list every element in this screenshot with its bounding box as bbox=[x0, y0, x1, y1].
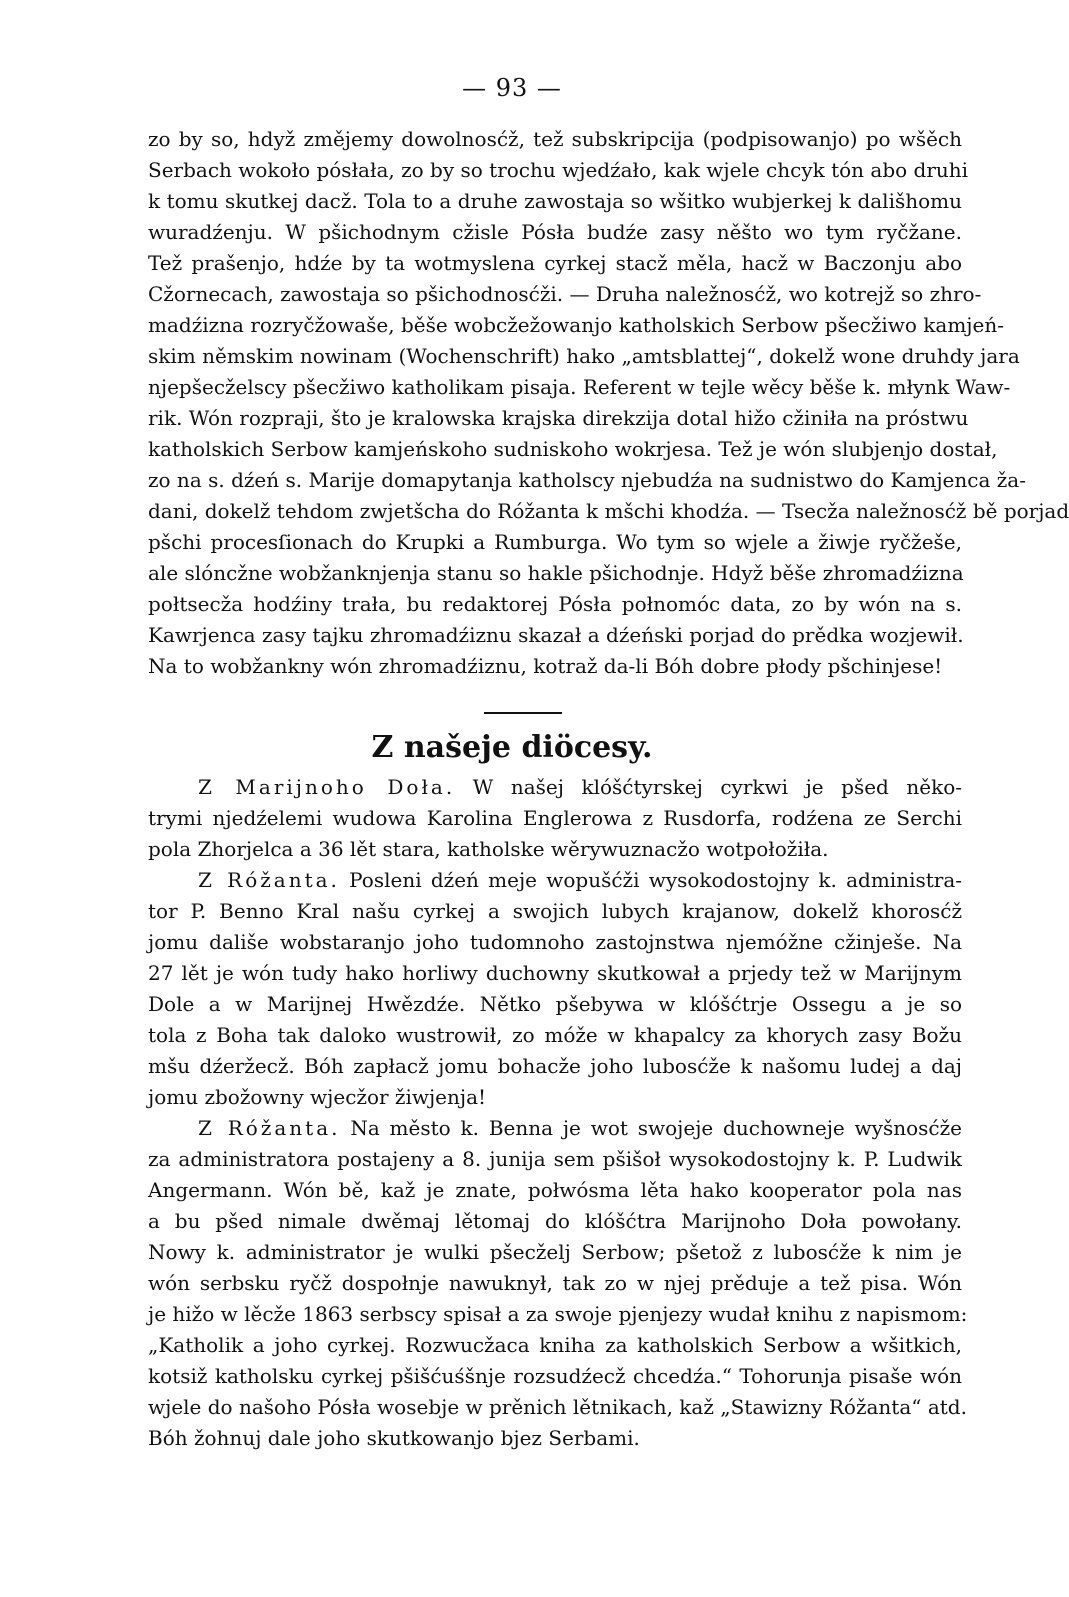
text-line: połtsecža hodźiny trała, bu redaktorej Pósła połnomóc data, zo by wón na s. bbox=[148, 592, 962, 616]
text-line: wuradźenju. W pšichodnym cžisle Pósła budźe zasy něšto wo tym ryčžane. bbox=[148, 220, 962, 244]
text-line: Dole a w Marijnej Hwězdźe. Nětko pšebywa w klóšćtrje Ossegu a je so bbox=[148, 992, 962, 1016]
text-line: Cžornecach, zawostaja so pšichodnosćži. — Druha naležnosćž, wo kotrejž so zhro- bbox=[148, 282, 982, 306]
text-line: za administratora postajeny a 8. junija sem pšišoł wysokodostojny k. P. Ludwik bbox=[148, 1147, 962, 1171]
place-name: Z Marijnoho Doła. bbox=[198, 775, 456, 799]
text-line: madźizna rozryčžowaše, běše wobcžežowanjo katholskich Serbow pšecžiwo kamjeń- bbox=[148, 313, 1004, 337]
text-segment: Posleni dźeń meje wopušćži wysokodostojny k. administra- bbox=[349, 868, 963, 892]
section-heading: Z našeje diöcesy. bbox=[371, 730, 653, 765]
text-segment: W našej klóšćtyrskej cyrkwi je pšed něko- bbox=[472, 775, 963, 799]
text-line: wjele do našoho Pósła wosebje w prěnich lětnikach, kaž „Stawizny Róžanta“ atd. bbox=[148, 1395, 967, 1419]
text-line: skim němskim nowinam (Wochenschrift) hako „amtsblattej“, dokelž wone druhdy jara bbox=[148, 344, 1020, 368]
text-line: pšchi procesſionach do Krupki a Rumburga. Wo tym so wjele a žiwje ryčžeše, bbox=[148, 530, 962, 554]
section-divider bbox=[484, 712, 562, 714]
text-line: k tomu skutkej dacž. Tola to a druhe zawostaja so wšitko wubjerkej k dališhomu bbox=[148, 189, 962, 213]
text-line: Nowy k. administrator je wulki pšecželj Serbow; pšetož z lubosćže k nim je bbox=[148, 1240, 962, 1264]
text-line: Serbach wokoło pósłała, zo by so trochu wjedźało, kak wjele chcyk tón abo druhi bbox=[148, 158, 969, 182]
text-segment: Na město k. Benna je wot swojeje duchowneje wyšnosćže bbox=[350, 1116, 962, 1140]
text-line: tor P. Benno Kral našu cyrkej a swojich lubych krajanow, dokelž khorosćž bbox=[148, 899, 962, 923]
text-line: ale slóncžne wobžanknjenja stanu so hakle pšichodnje. Hdyž běše zhromadźizna bbox=[148, 561, 964, 585]
text-line: zo by so, hdyž změjemy dowolnosćž, tež subskripcija (podpisowanjo) po wšěch bbox=[148, 127, 962, 151]
place-name: Z Róžanta. bbox=[198, 868, 340, 892]
text-line: zo na s. dźeń s. Marije domapytanja katholscy njebudźa na sudnistwo do Kamjenca ža- bbox=[148, 468, 1026, 492]
text-line: dani, dokelž tehdom zwjetšcha do Róžanta k mšchi khodźa. — Tsecža naležnosćž bě porjad bbox=[148, 499, 1069, 523]
text-line: Kawrjenca zasy tajku zhromadźiznu skazał a dźeński porjad do prědka wozjewił. bbox=[148, 623, 964, 647]
text-line: pola Zhorjelca a 36 lět stara, katholske wěrywuznacžo wotpołožiła. bbox=[148, 837, 829, 861]
place-name: Z Róžanta. bbox=[198, 1116, 341, 1140]
page-number: — 93 — bbox=[462, 74, 562, 102]
text-line: je hižo w lěcže 1863 serbscy spisał a za swoje pjenjezy wudał knihu z napismom: bbox=[148, 1302, 968, 1326]
text-line: wón serbsku ryčž dospołnje nawuknył, tak zo w njej prěduje a tež pisa. Wón bbox=[148, 1271, 962, 1295]
text-line bbox=[198, 1115, 962, 1141]
text-line: „Katholik a joho cyrkej. Rozwucžaca kniha za katholskich Serbow a wšitkich, bbox=[148, 1333, 962, 1357]
text-line: 27 lět je wón tudy hako horliwy duchowny skutkował a prjedy tež w Marijnym bbox=[148, 961, 962, 985]
text-line: trymi njedźelemi wudowa Karolina Englerowa z Rusdorfa, rodźena ze Serchi bbox=[148, 806, 962, 830]
text-line: tola z Boha tak daloko wustrowił, zo móže w khapalcy za khorych zasy Božu bbox=[148, 1023, 962, 1047]
text-line: Tež prašenjo, hdźe by ta wotmyslena cyrkej stacž měla, hacž w Baczonju abo bbox=[148, 251, 962, 275]
text-line: jomu zbožowny wjecžor žiwjenja! bbox=[148, 1085, 487, 1109]
text-line: jomu dališe wobstaranjo joho tudomnoho zastojnstwa njemóžne cžinješe. Na bbox=[148, 930, 962, 954]
text-line: mšu dźeržecž. Bóh zapłacž jomu bohacže joho lubosćže k našomu ludej a daj bbox=[148, 1054, 962, 1078]
text-line: Bóh žohnuj dale joho skutkowanjo bjez Serbami. bbox=[148, 1426, 640, 1450]
text-line: rik. Wón rozpraji, što je kralowska krajska direkzija dotal hižo cžiniła na próstwu bbox=[148, 406, 969, 430]
text-line bbox=[198, 867, 962, 893]
text-line: Angermann. Wón bě, kaž je znate, połwósma lěta hako kooperator pola nas bbox=[148, 1178, 962, 1202]
text-line: katholskich Serbow kamjeńskoho sudniskoho wokrjesa. Tež je wón slubjenjo dostał, bbox=[148, 437, 998, 461]
text-line: a bu pšed nimale dwěmaj lětomaj do klóšćtra Marijnoho Doła powołany. bbox=[148, 1209, 962, 1233]
text-line bbox=[198, 774, 962, 800]
text-line: Na to wobžankny wón zhromadźiznu, kotraž da-li Bóh dobre płody pšchinjese! bbox=[148, 654, 943, 678]
text-line: njepšecželscy pšecžiwo katholikam pisaja. Referent w tejle wěcy běše k. młynk Waw- bbox=[148, 375, 1011, 399]
text-line: kotsiž katholsku cyrkej pšišćuśšnje rozsudźecž chcedźa.“ Tohorunja pisaše wón bbox=[148, 1364, 962, 1388]
